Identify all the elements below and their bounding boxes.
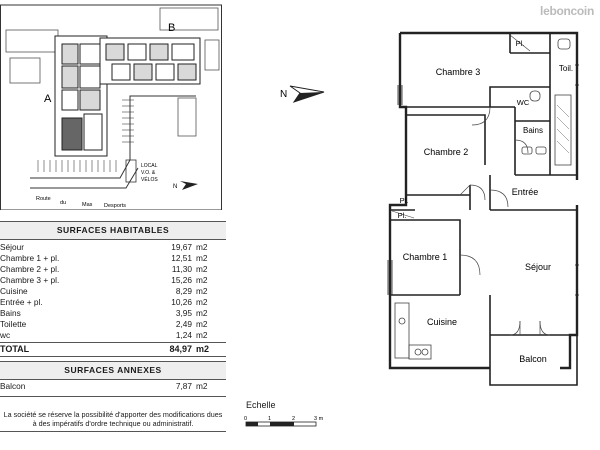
local-label-1: LOCAL bbox=[141, 163, 158, 169]
site-north-arrow bbox=[173, 181, 198, 190]
surface-row bbox=[0, 275, 226, 286]
surface-unit: m2 bbox=[196, 286, 208, 296]
building-a bbox=[55, 36, 107, 156]
surface-label: Séjour bbox=[0, 242, 24, 252]
surface-unit: m2 bbox=[196, 330, 208, 340]
surface-row bbox=[0, 286, 226, 297]
surface-row bbox=[0, 242, 226, 253]
plan-north-label: N bbox=[280, 89, 288, 100]
surface-unit: m2 bbox=[196, 308, 208, 318]
building-b-label: B bbox=[168, 22, 176, 34]
total-value: 84,97 bbox=[169, 344, 192, 354]
surface-unit: m2 bbox=[196, 242, 208, 252]
surfaces-annexes-title: SURFACES ANNEXES bbox=[0, 361, 226, 380]
interior-walls bbox=[390, 33, 577, 385]
street-word-2: du bbox=[60, 200, 67, 206]
scale-bar-seg-1 bbox=[246, 422, 258, 426]
room-cuisine: Cuisine bbox=[426, 317, 458, 327]
north-arrow-fill bbox=[294, 92, 324, 102]
street-word-1: Route bbox=[36, 196, 51, 202]
total-label: TOTAL bbox=[0, 344, 30, 354]
scale-tick-1: 1 bbox=[268, 416, 272, 422]
disclaimer-rule bbox=[0, 431, 226, 432]
total-row bbox=[0, 344, 226, 355]
surface-value: 3,95 bbox=[175, 308, 192, 318]
room-chambre-3: Chambre 3 bbox=[435, 67, 481, 77]
surface-label: Chambre 3 + pl. bbox=[0, 275, 60, 285]
surface-unit: m2 bbox=[196, 264, 208, 274]
closet-chambre-1: Pl. bbox=[397, 211, 407, 220]
sanitary-fixtures bbox=[522, 39, 574, 165]
surface-unit: m2 bbox=[196, 297, 208, 307]
annexe-label: Balcon bbox=[0, 381, 26, 391]
svg-text:N: N bbox=[173, 184, 178, 190]
building-a-label: A bbox=[44, 93, 52, 105]
surface-value: 12,51 bbox=[171, 253, 192, 263]
plan-north-arrow bbox=[278, 80, 328, 106]
floor-plan bbox=[370, 25, 592, 390]
scale-tick-0: 0 bbox=[244, 416, 248, 422]
street-word-4: Desports bbox=[104, 203, 127, 209]
surface-label: wc bbox=[0, 330, 11, 340]
surface-value: 19,67 bbox=[171, 242, 192, 252]
surface-value: 8,29 bbox=[175, 286, 192, 296]
scale-tick-2: 2 bbox=[292, 416, 296, 422]
scale-bar bbox=[244, 414, 334, 436]
exterior-walls bbox=[390, 33, 577, 368]
total-rule-bottom bbox=[0, 356, 226, 357]
door-swings bbox=[460, 107, 550, 335]
total-rule-top bbox=[0, 342, 226, 343]
disclaimer-line-1: La société se réserve la possibilité d'apporter des modifications dues bbox=[3, 410, 223, 419]
local-label-2: V.O. & bbox=[141, 170, 156, 176]
disclaimer-line-2: à des impératifs d'ordre technique ou administratif. bbox=[32, 419, 194, 428]
surfaces-habitables-title: SURFACES HABITABLES bbox=[0, 221, 226, 240]
closet-chambre-3: Pl. bbox=[515, 39, 525, 48]
street-word-3: Mas bbox=[82, 202, 93, 208]
annexe-rule bbox=[0, 396, 226, 397]
surface-value: 15,26 bbox=[171, 275, 192, 285]
scale-bar-seg-2 bbox=[270, 422, 294, 426]
surface-label: Chambre 2 + pl. bbox=[0, 264, 60, 274]
room-bains: Bains bbox=[522, 126, 544, 135]
surface-label: Entrée + pl. bbox=[0, 297, 43, 307]
surface-row bbox=[0, 264, 226, 275]
room-chambre-1: Chambre 1 bbox=[402, 252, 448, 262]
local-label-3: VÉLOS bbox=[141, 177, 158, 183]
annexe-row bbox=[0, 381, 226, 392]
surface-unit: m2 bbox=[196, 275, 208, 285]
room-wc: WC bbox=[516, 98, 530, 107]
scale-label: Echelle bbox=[246, 400, 276, 410]
building-b bbox=[100, 38, 200, 84]
surface-label: Cuisine bbox=[0, 286, 28, 296]
surface-row bbox=[0, 319, 226, 330]
surface-label: Toilette bbox=[0, 319, 27, 329]
surface-value: 2,49 bbox=[175, 319, 192, 329]
bath-hatch bbox=[557, 105, 569, 153]
surface-row bbox=[0, 308, 226, 319]
surface-row bbox=[0, 253, 226, 264]
room-chambre-2: Chambre 2 bbox=[423, 147, 469, 157]
room-entree: Entrée bbox=[511, 187, 539, 197]
kitchen-counter bbox=[395, 303, 431, 359]
room-toilette: Toil. bbox=[558, 64, 574, 73]
closet-chambre-2: Pl. bbox=[399, 196, 409, 205]
room-sejour: Séjour bbox=[524, 262, 552, 272]
site-plan-frame bbox=[1, 5, 222, 210]
surface-label: Bains bbox=[0, 308, 21, 318]
total-unit: m2 bbox=[196, 344, 210, 354]
room-balcon: Balcon bbox=[519, 354, 547, 364]
surface-unit: m2 bbox=[196, 253, 208, 263]
annexe-value: 7,87 bbox=[175, 381, 192, 391]
site-plan bbox=[0, 0, 226, 210]
surface-label: Chambre 1 + pl. bbox=[0, 253, 60, 263]
surface-unit: m2 bbox=[196, 319, 208, 329]
closet-marks bbox=[392, 35, 530, 218]
leboncoin-watermark: leboncoin bbox=[540, 4, 594, 18]
surface-value: 10,26 bbox=[171, 297, 192, 307]
surface-value: 1,24 bbox=[175, 330, 192, 340]
scale-tick-3: 3 m bbox=[314, 416, 324, 422]
annexe-unit: m2 bbox=[196, 381, 208, 391]
surface-row bbox=[0, 330, 226, 341]
surface-row bbox=[0, 297, 226, 308]
surface-value: 11,30 bbox=[171, 264, 192, 274]
